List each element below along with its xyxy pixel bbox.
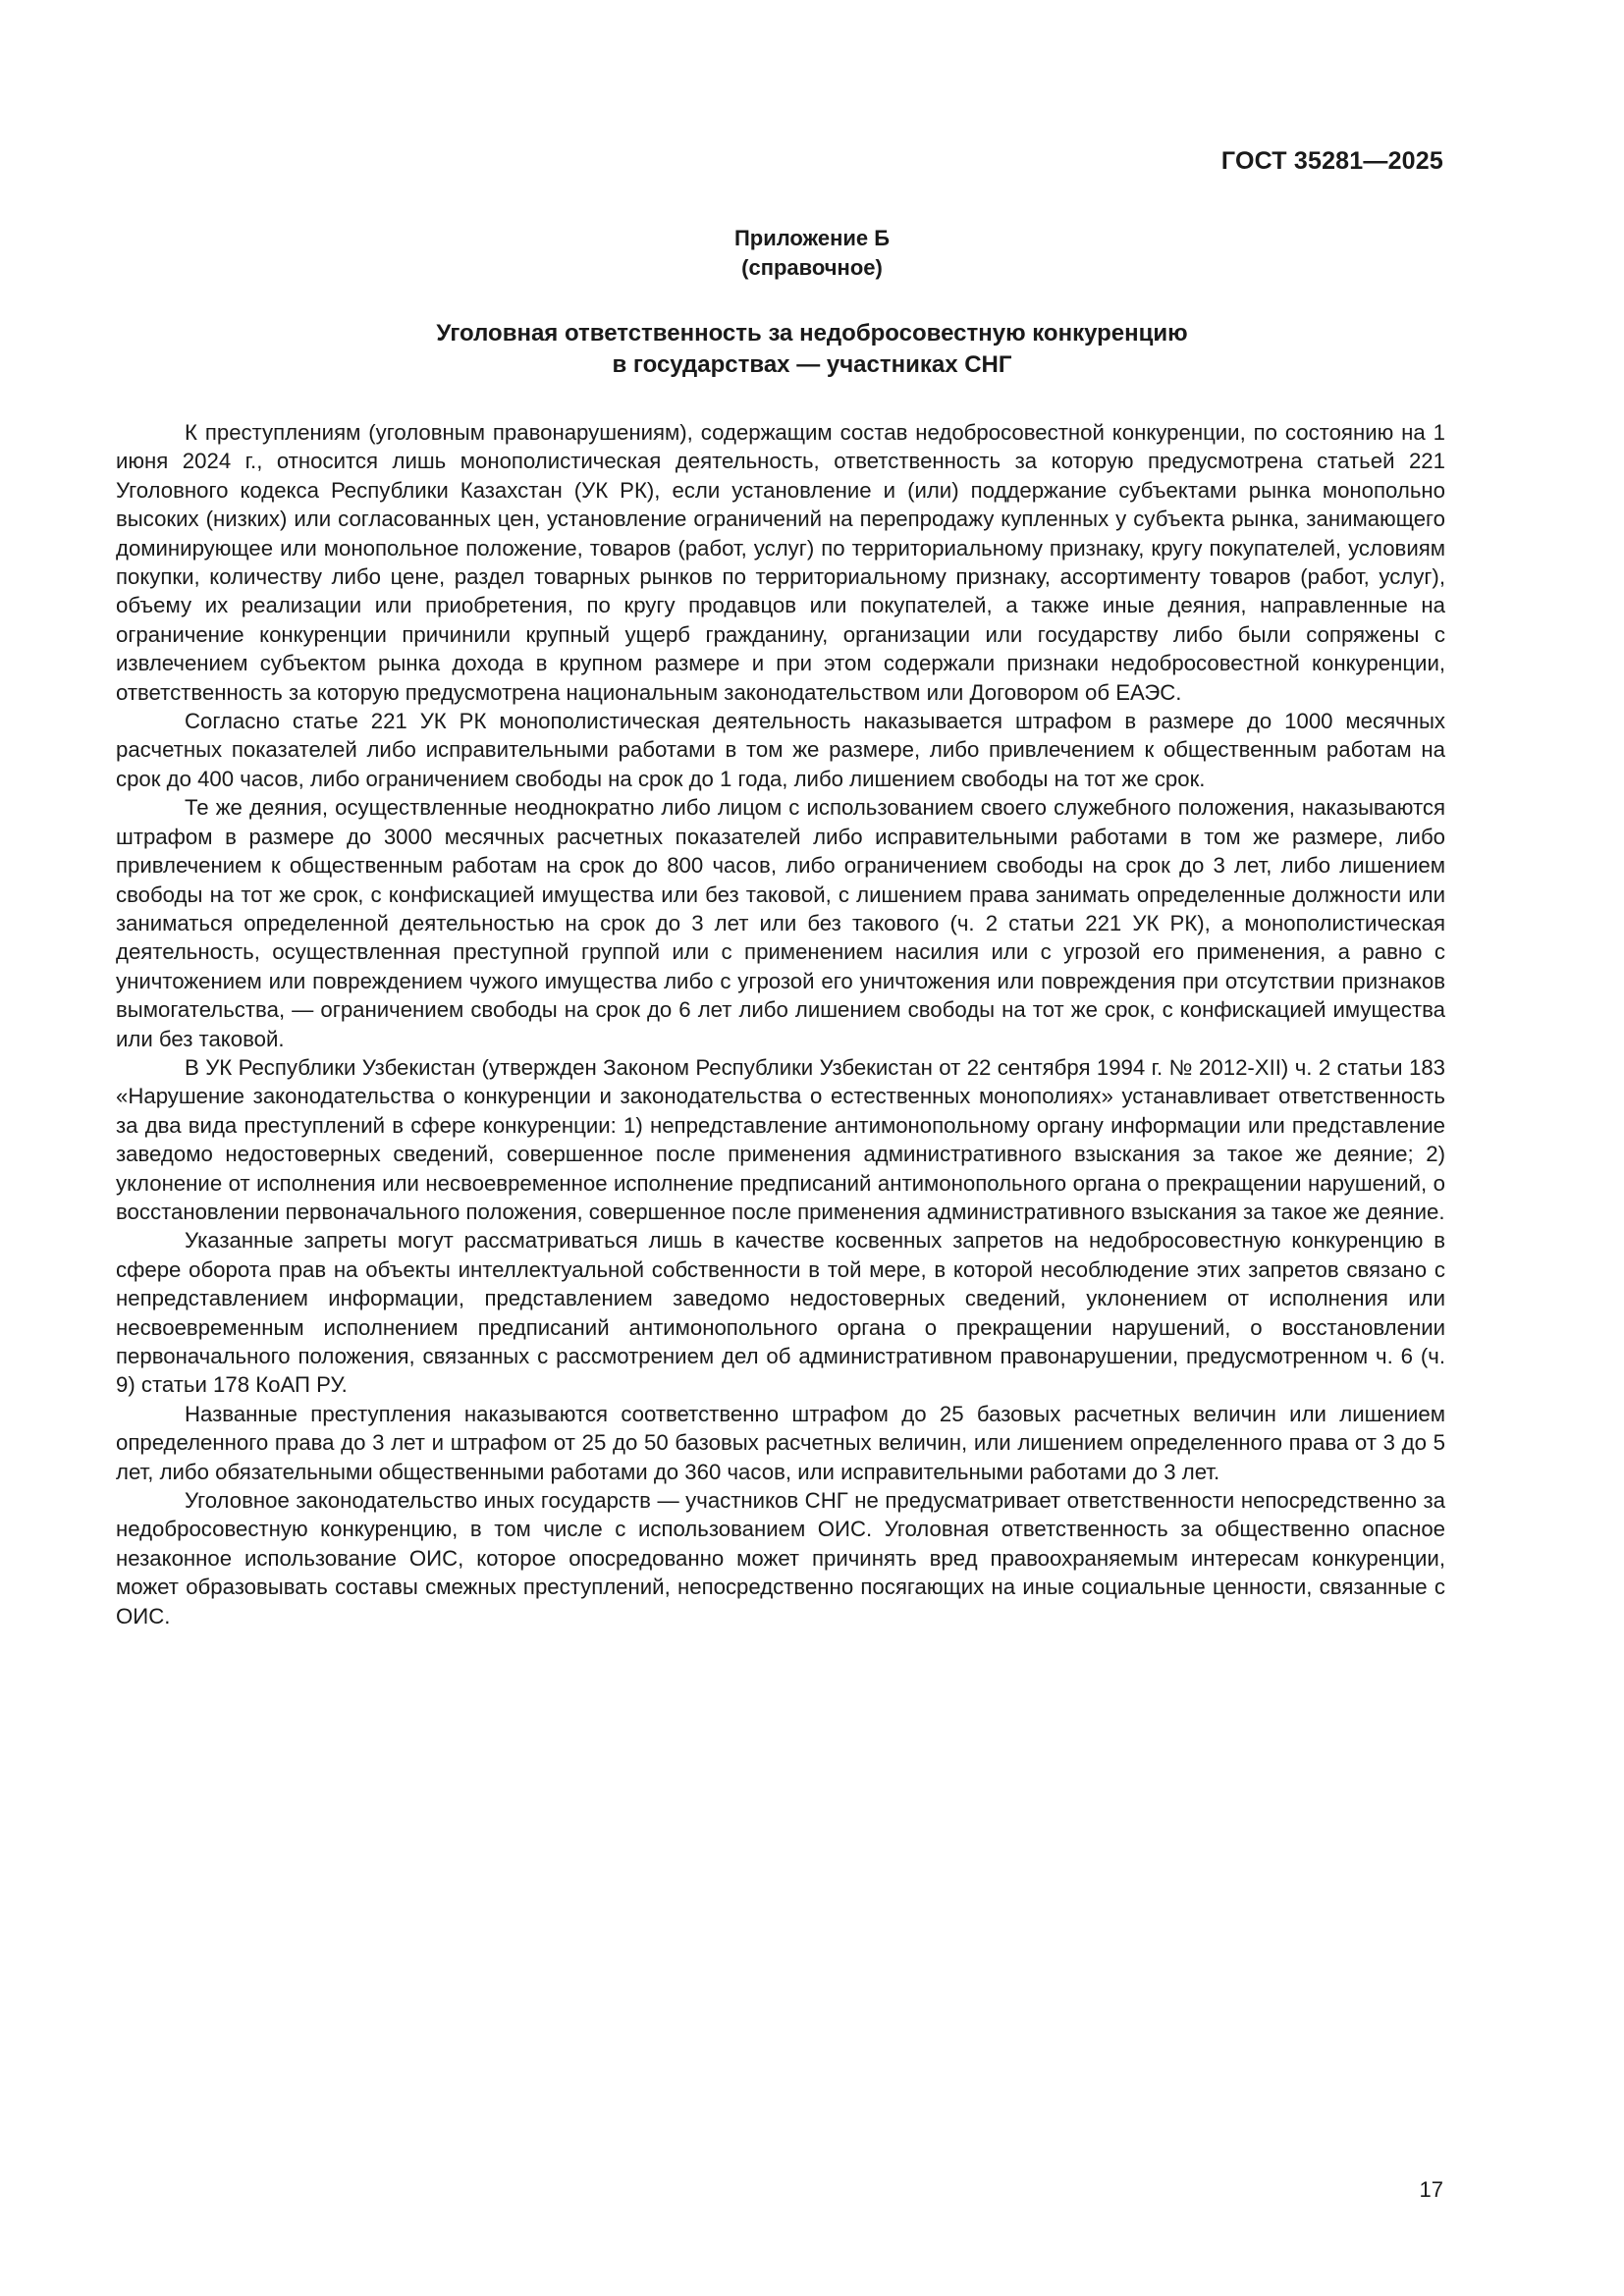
annex-kind: (справочное) [741, 255, 883, 280]
document-id: ГОСТ 35281—2025 [1220, 147, 1443, 175]
section-title-line-1: Уголовная ответственность за недобросовестную конкуренцию [436, 320, 1188, 347]
section-title [0, 318, 1624, 381]
paragraph-2: Согласно статье 221 УК РК монополистическая деятельность наказывается штрафом в размере до 1000 месячных расчетных показателей либо исправительными работами в том же размере, либо привлечением к общественным работам на срок до 400 часов, либо ограничением свободы на срок до 1 года, либо лишением свободы на тот же срок. [116, 709, 1445, 791]
paragraph-6: Названные преступления наказываются соответственно штрафом до 25 базовых расчетных величин или лишением определенного права до 3 лет и штрафом от 25 до 50 базовых расчетных величин, или лишением определенного права от 3 до 5 лет, либо обязательными общественными работами до 360 часов, или исправительными работами до 3 лет. [116, 1401, 1445, 1484]
paragraph-4: В УК Республики Узбекистан (утвержден Законом Республики Узбекистан от 22 сентября 1994 г. № 2012-XII) ч. 2 статьи 183 «Нарушение законодательства о конкуренции и законодательства о естественных монополиях» устанавливает ответственность за два вида преступлений в сфере конкуренции: 1) непредставление антимонопольному органу информации или представление заведомо недостоверных сведений, совершенное после применения административного взыскания за такое же деяние; 2) уклонение от исполнения или несвоевременное исполнение предписаний антимонопольного органа о прекращении нарушений, о восстановлении первоначального положения, совершенное после применения административного взыскания за такое же деяние. [116, 1054, 1445, 1224]
paragraph-1: К преступлениям (уголовным правонарушениям), содержащим состав недобросовестной конкуренции, по состоянию на 1 июня 2024 г., относится лишь монополистическая деятельность, ответственность за которую предусмотрена статьей 221 Уголовного кодекса Республики Казахстан (УК РК), если установление и (или) поддержание субъектами рынка монопольно высоких (низких) или согласованных цен, установление ограничений на перепродажу купленных у субъекта рынка, занимающего доминирующее или монопольное положение, товаров (работ, услуг) по территориальному признаку, кругу покупателей, условиям покупки, количеству либо цене, раздел товарных рынков по территориальному признаку, ассортименту товаров (работ, услуг), объему их реализации или приобретения, по кругу продавцов или покупателей, а также иные деяния, направленные на ограничение конкуренции причинили крупный ущерб гражданину, организации или государству либо были сопряжены с извлечением субъектом рынка дохода в крупном размере и при этом содержали признаки недобросовестной конкуренции, ответственность за которую предусмотрена национальным законодательством или Договором об ЕАЭС. [116, 420, 1445, 705]
paragraph-3: Те же деяния, осуществленные неоднократно либо лицом с использованием своего служебного положения, наказываются штрафом в размере до 3000 месячных расчетных показателей либо исправительными работами в том же размере, либо привлечением к общественным работам на срок до 800 часов, либо ограничением свободы на срок до 3 лет, либо лишением свободы на тот же срок, с конфискацией имущества или без таковой, с лишением права занимать определенные должности или заниматься определенной деятельностью на срок до 3 лет или без такового (ч. 2 статьи 221 УК РК), а монополистическая деятельность, осуществленная преступной группой или с применением насилия или с угрозой его применения, а равно с уничтожением или повреждением чужого имущества либо с угрозой его уничтожения или повреждения при отсутствии признаков вымогательства, — ограничением свободы на срок до 6 лет либо лишением свободы на тот же срок, с конфискацией имущества или без таковой. [116, 795, 1445, 1051]
paragraph-5: Указанные запреты могут рассматриваться лишь в качестве косвенных запретов на недобросовестную конкуренцию в сфере оборота прав на объекты интеллектуальной собственности в той мере, в которой несоблюдение этих запретов связано с непредставлением информации, представлением заведомо недостоверных сведений, уклонением от исполнения или несвоевременным исполнением предписаний антимонопольного органа о прекращении нарушений, о восстановлении первоначального положения, связанных с рассмотрением дел об административном правонарушении, предусмотренном ч. 6 (ч. 9) статьи 178 КоАП РУ. [116, 1228, 1445, 1398]
page-number: 17 [1419, 2177, 1443, 2202]
body-text [116, 418, 1445, 1630]
annex-title: Приложение Б [733, 226, 891, 250]
section-title-line-2: в государствах — участниках СНГ [612, 351, 1012, 378]
paragraph-7: Уголовное законодательство иных государств — участников СНГ не предусматривает ответственности непосредственно за недобросовестную конкуренцию, в том числе с использованием ОИС. Уголовная ответственность за общественно опасное незаконное использование ОИС, которое опосредованно может причинять вред правоохраняемым интересам конкуренции, может образовывать составы смежных преступлений, непосредственно посягающих на иные социальные ценности, связанные с ОИС. [116, 1488, 1445, 1629]
